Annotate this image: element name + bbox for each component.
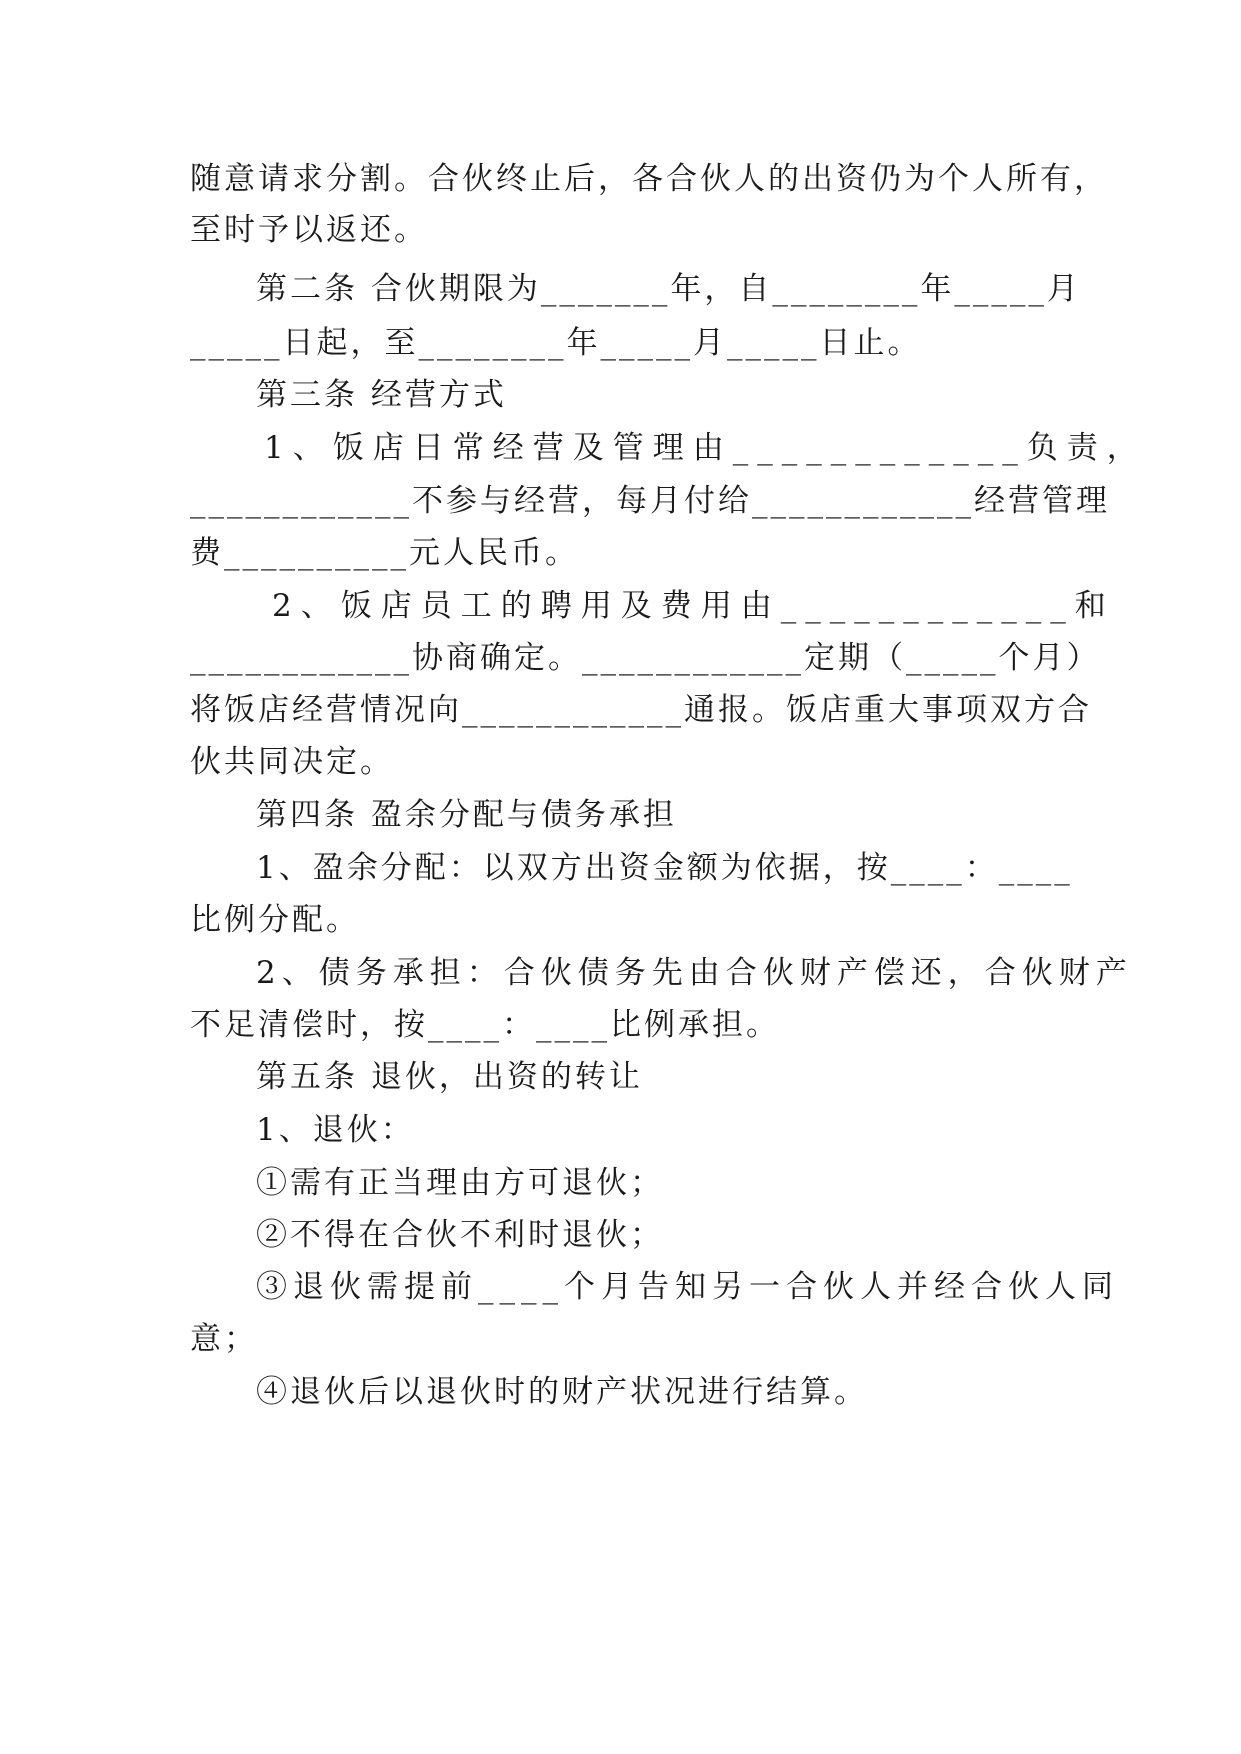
text-line: 1、饭店日常经营及管理由____________负责， — [264, 430, 1147, 466]
list-item: ①需有正当理由方可退伙； — [256, 1165, 664, 1201]
list-item: ④退伙后以退伙时的财产状况进行结算。 — [256, 1374, 868, 1410]
text-line: 1、退伙： — [256, 1112, 415, 1148]
text-line: 随意请求分割。合伙终止后，各合伙人的出资仍为个人所有， — [190, 161, 1108, 197]
text-line: 比例分配。 — [190, 902, 360, 938]
text-line: ____________协商确定。____________定期（_____个月） — [190, 640, 1101, 676]
text-line: 2、饭店员工的聘用及费用由____________和 — [272, 588, 1115, 624]
text-line: 至时予以返还。 — [190, 212, 428, 248]
text-line: 将饭店经营情况向____________通报。饭店重大事项双方合 — [190, 692, 1092, 728]
text-line: 1、盈余分配：以双方出资金额为依据，按____：____ — [256, 850, 1073, 886]
text-line: 费__________元人民币。 — [190, 535, 579, 571]
text-line: 不足清偿时，按____：____比例承担。 — [190, 1007, 780, 1043]
text-line: ____________不参与经营，每月付给____________经营管理 — [190, 483, 1110, 519]
list-item: ③退伙需提前____个月告知另一合伙人并经合伙人同 — [256, 1269, 1119, 1305]
text-line: 伙共同决定。 — [190, 744, 394, 780]
list-item: ②不得在合伙不利时退伙； — [256, 1217, 664, 1253]
section-heading: 第四条 盈余分配与债务承担 — [256, 797, 677, 833]
section-heading: 第五条 退伙，出资的转让 — [256, 1059, 643, 1095]
text-line: _____日起，至________年_____月_____日止。 — [190, 325, 922, 361]
section-heading: 第三条 经营方式 — [256, 377, 507, 413]
text-line: 2、债务承担：合伙债务先由合伙财产偿还，合伙财产 — [256, 955, 1133, 991]
text-line: 第二条 合伙期限为_______年，自________年_____月 — [256, 271, 1081, 307]
text-line: 意； — [190, 1321, 258, 1357]
